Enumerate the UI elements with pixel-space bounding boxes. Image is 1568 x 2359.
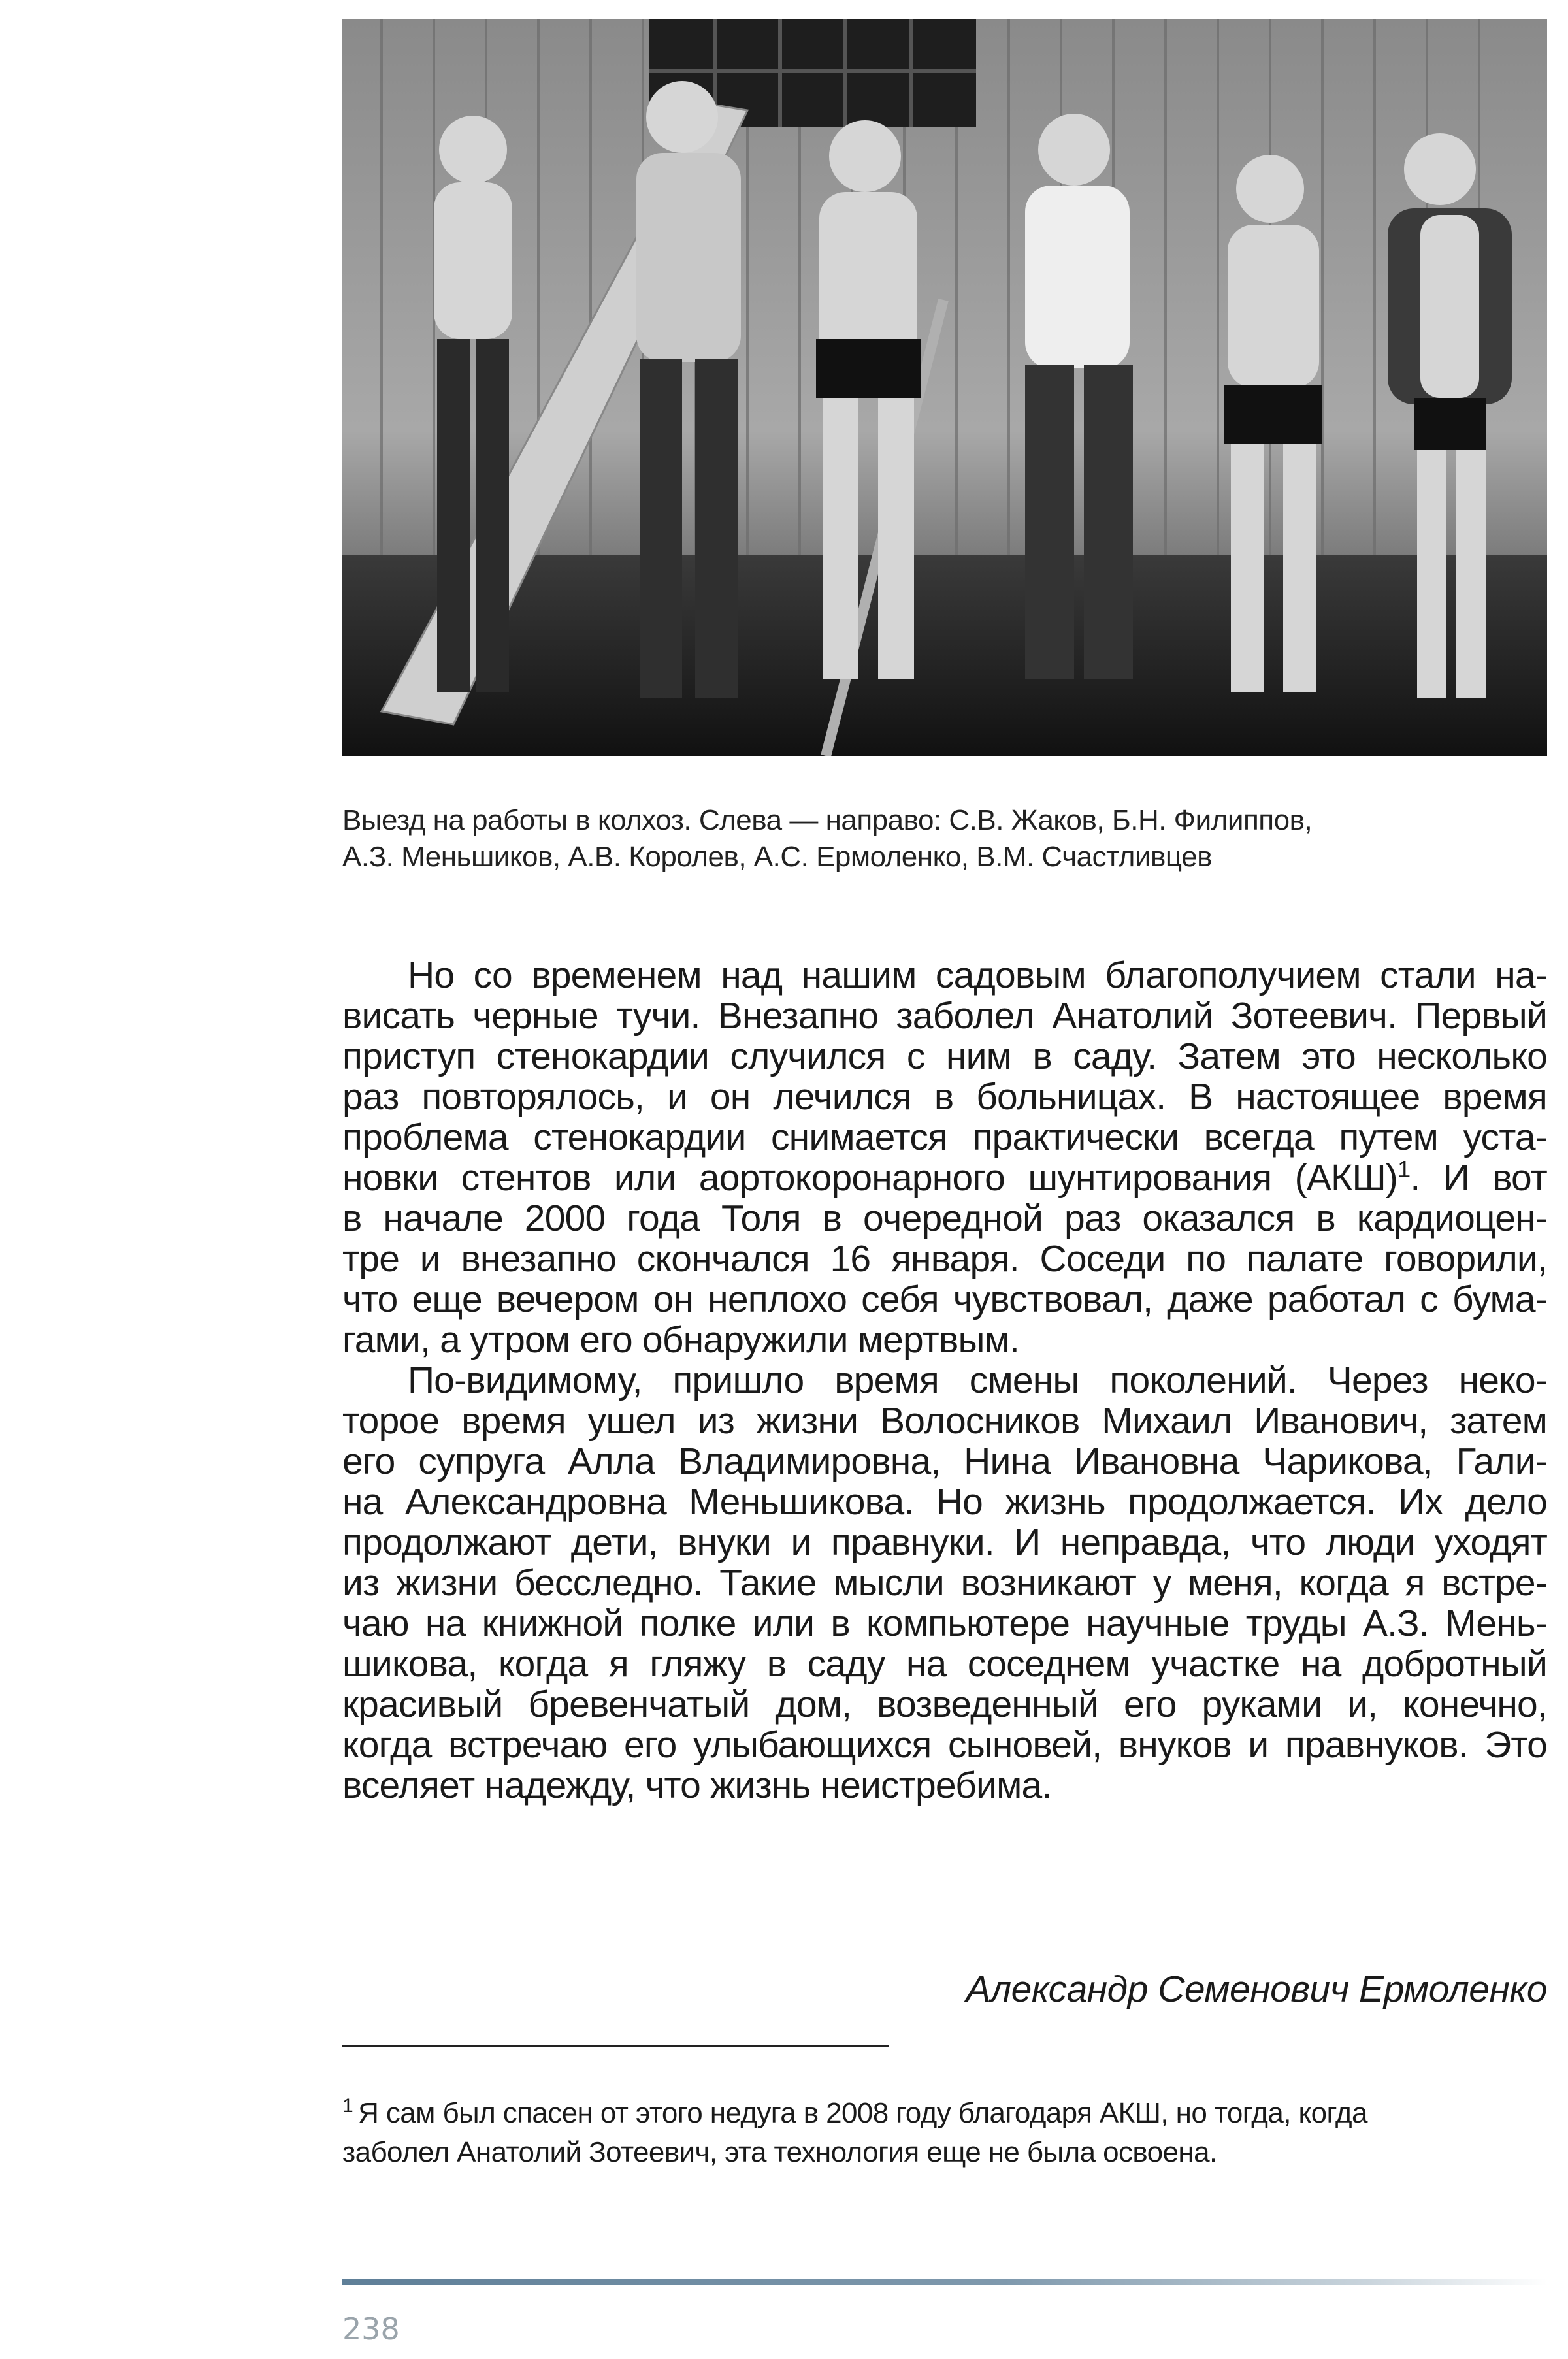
paragraph-1-line: гами, а утром его обнаружили мертвым. [342,1319,1020,1361]
footnote-marker: 1 [342,2095,353,2117]
photo-caption [342,802,1547,875]
paragraph-2-line: продолжают дети, внуки и правнуки. И неправда, что люди уходят [342,1521,1547,1563]
page-number: 238 [342,2311,400,2347]
paragraph-1-line: проблема стенокардии снимается практически всегда путем уста- [342,1116,1547,1158]
footnote-reference[interactable]: 1 [1397,1156,1411,1182]
paragraph-2-line: когда встречаю его улыбающихся сыновей, внуков и правнуков. Это [342,1724,1547,1766]
paragraph-2-line: чаю на книжной полке или в компьютере научные труды А.З. Мень- [342,1602,1547,1644]
paragraph-2-line: По-видимому, пришло время смены поколений. Через неко- [408,1359,1547,1401]
paragraph-2-line: вселяет надежду, что жизнь неистребима. [342,1765,1052,1806]
footnote-divider [342,2045,889,2047]
paragraph-1-line: тре и внезапно скончался 16 января. Соседи по палате говорили, [342,1238,1547,1280]
paragraph-2-line: его супруга Алла Владимировна, Нина Ивановна Чарикова, Гали- [342,1440,1547,1482]
paragraph-1-line: приступ стенокардии случился с ним в саду. Затем это несколько [342,1035,1547,1077]
footnote-text: Я сам был спасен от этого недуга в 2008 году благодаря АКШ, но тогда, когда [358,2097,1367,2129]
footnote-line [342,2094,1547,2133]
paragraph-2-line: из жизни бесследно. Такие мысли возникают у меня, когда я встре- [342,1562,1547,1604]
paragraph-1-line: в начале 2000 года Толя в очередной раз оказался в кардиоцен- [342,1197,1547,1239]
caption-line: А.З. Меньшиков, А.В. Королев, А.С. Ермоленко, В.М. Счастливцев [342,841,1212,873]
paragraph-2-line: на Александровна Меньшикова. Но жизнь продолжается. Их дело [342,1481,1547,1523]
footnote-line: заболел Анатолий Зотеевич, эта технология еще не была освоена. [342,2136,1217,2168]
paragraph-1-line: Но со временем над нашим садовым благополучием стали на- [408,954,1547,996]
paragraph-2-line: шикова, когда я гляжу в саду на соседнем участке на добротный [342,1643,1547,1685]
caption-line: Выезд на работы в колхоз. Слева — направо: С.В. Жаков, Б.Н. Филиппов, [342,804,1313,836]
author-signature: Александр Семенович Ермоленко [966,1968,1547,2010]
paragraph-1-line: висать черные тучи. Внезапно заболел Анатолий Зотеевич. Первый [342,995,1547,1037]
group-photo [342,19,1547,756]
footnote [342,2094,1547,2172]
paragraph-2-line: торое время ушел из жизни Волосников Михаил Иванович, затем [342,1400,1547,1442]
paragraph-2-line: красивый бревенчатый дом, возведенный его руками и, конечно, [342,1684,1547,1725]
paragraph-1-line: новки стентов или аортокоронарного шунтирования (АКШ) [342,1157,1398,1199]
article-body [342,955,1547,1806]
page-footer-rule [342,2279,1547,2285]
paragraph-1-line: раз повторялось, и он лечился в больницах. В настоящее время [342,1076,1547,1118]
paragraph-1-line-with-footnote [342,1158,1547,1198]
group-photo-image [342,19,1547,756]
paragraph-1-line: что еще вечером он неплохо себя чувствовал, даже работал с бума- [342,1278,1547,1320]
paragraph-1-line-tail: . И вот [1410,1157,1547,1199]
